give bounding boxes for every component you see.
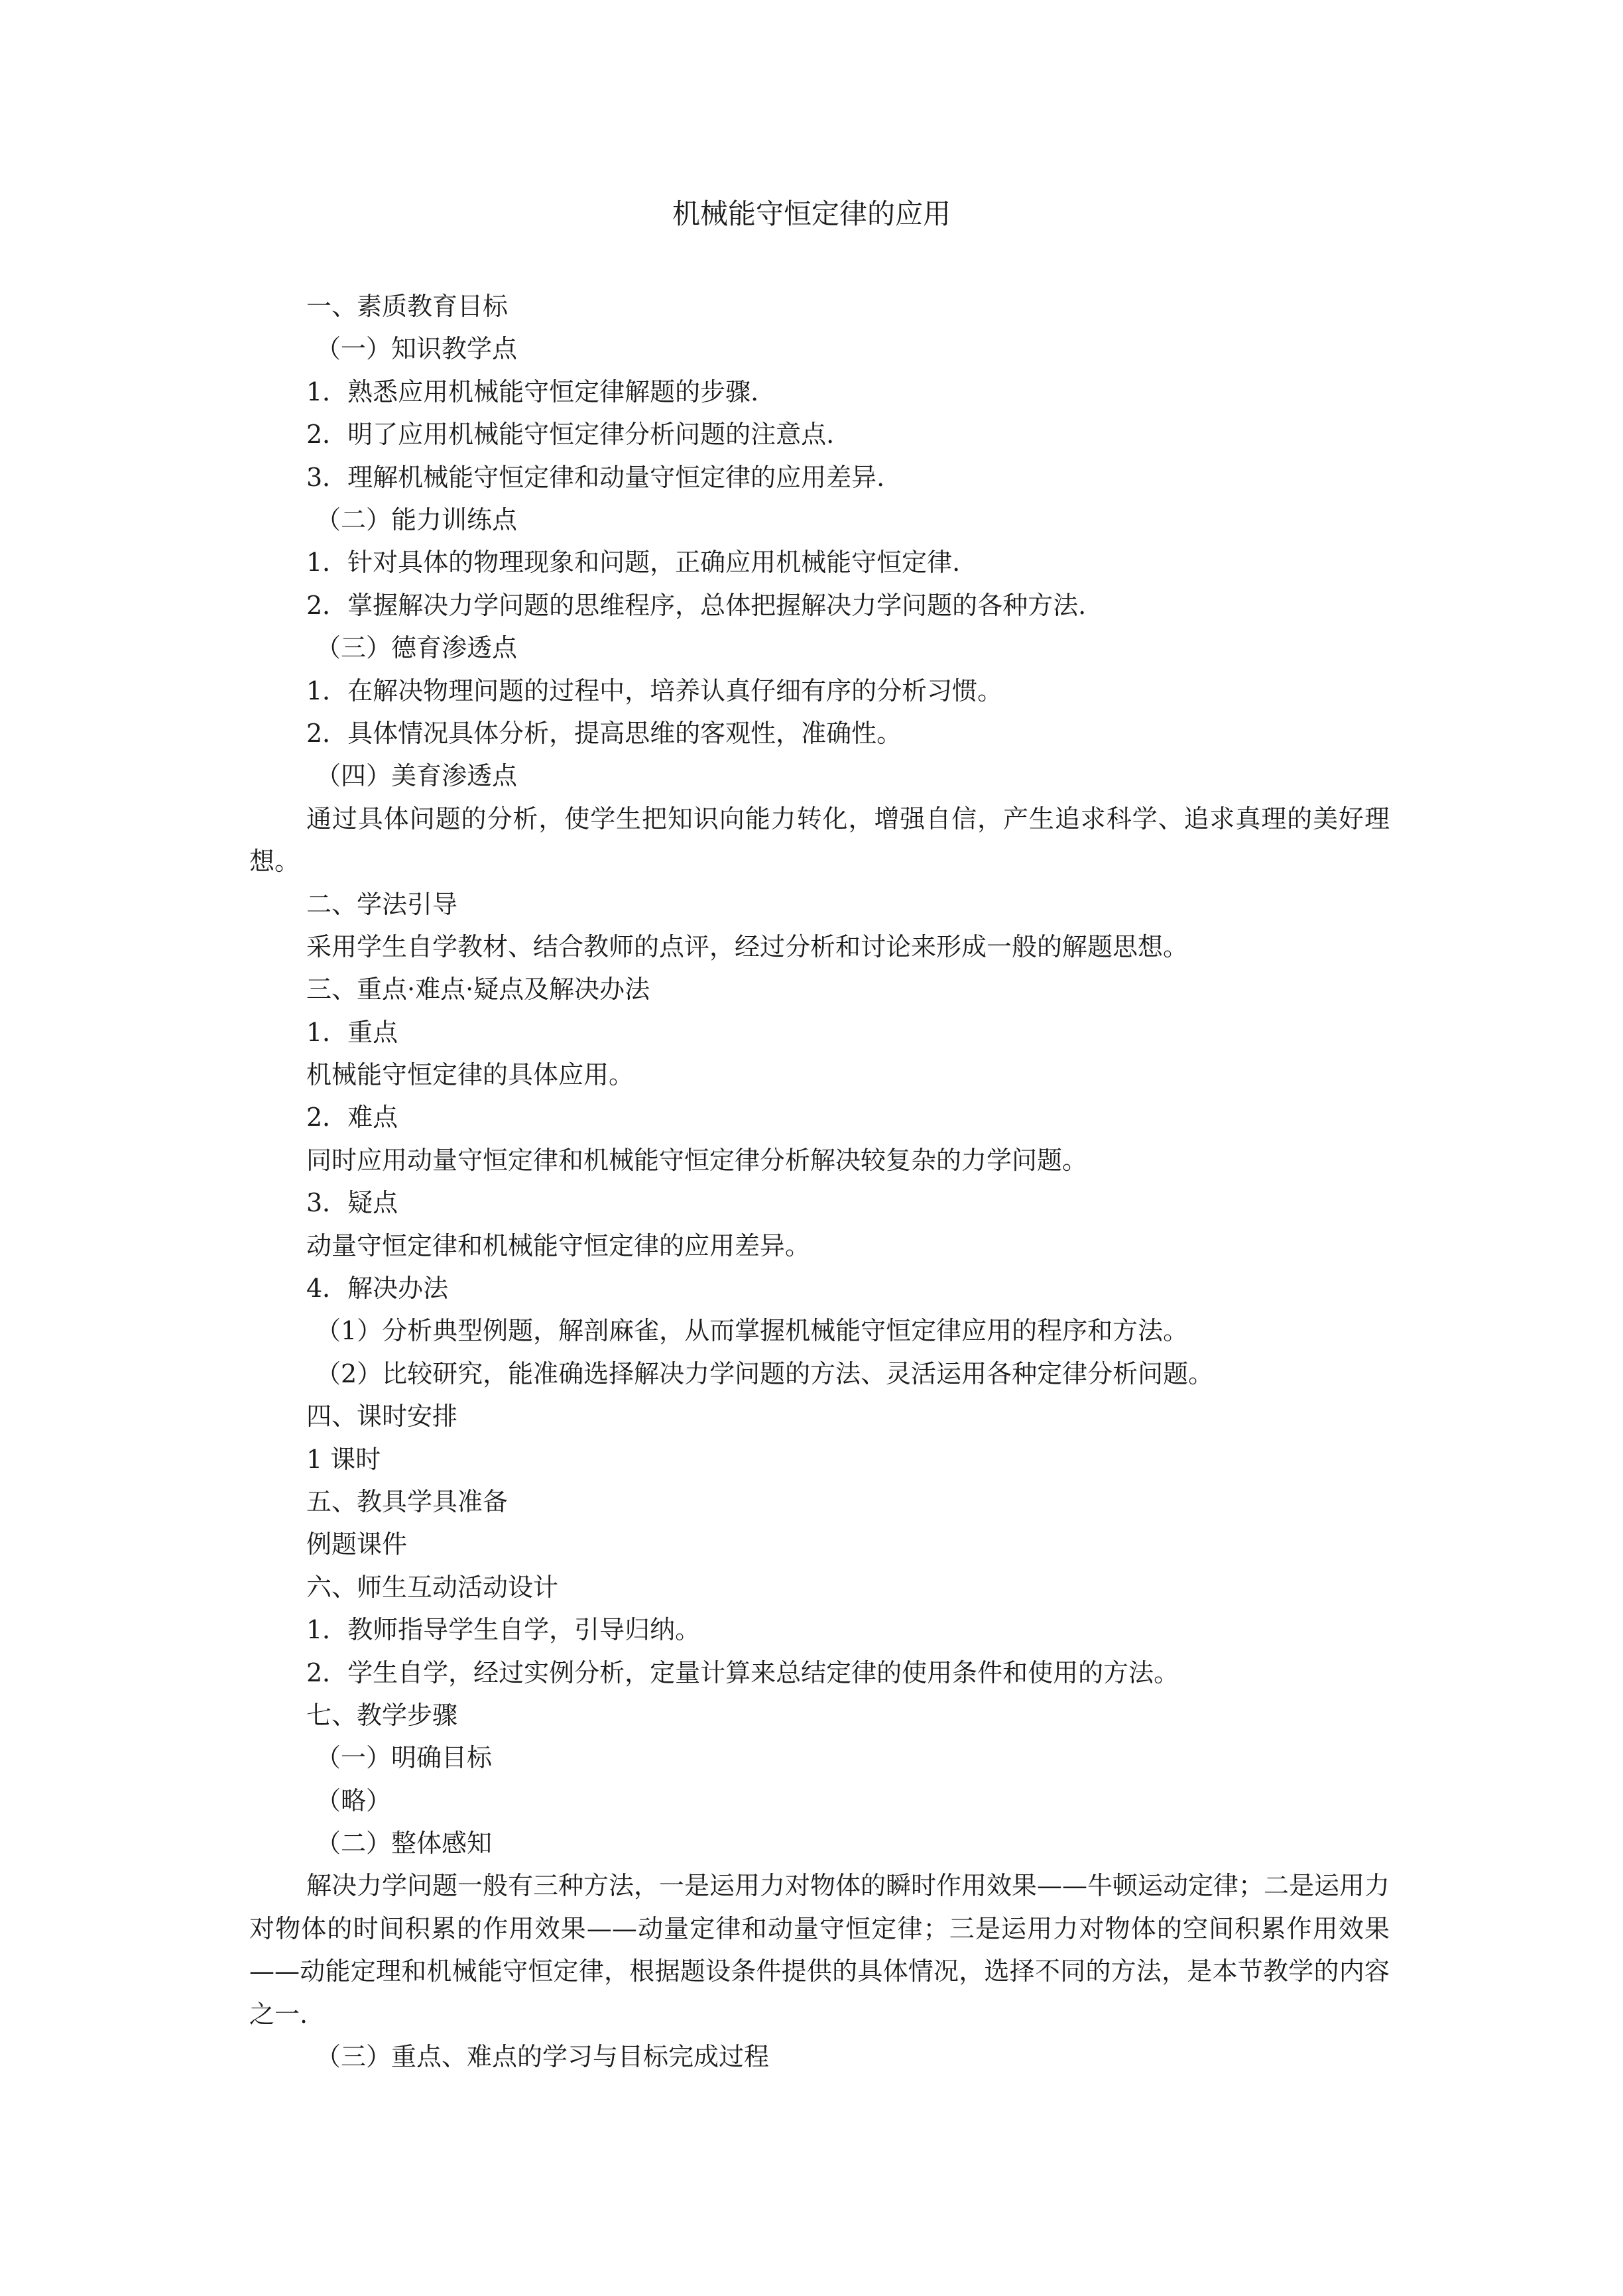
body-line: 2．学生自学，经过实例分析，定量计算来总结定律的使用条件和使用的方法。 bbox=[306, 1658, 1179, 1687]
body-paragraph: 通过具体问题的分析，使学生把知识向能力转化，增强自信，产生追求科学、追求真理的美好理想。 bbox=[249, 804, 1390, 876]
subheading-line: （略） bbox=[316, 1785, 392, 1815]
body-line: 2．明了应用机械能守恒定律分析问题的注意点. bbox=[306, 420, 835, 450]
body-line: 同时应用动量守恒定律和机械能守恒定律分析解决较复杂的力学问题。 bbox=[306, 1145, 1088, 1175]
body-line: 七、教学步骤 bbox=[306, 1700, 458, 1730]
body-line: 三、重点·难点·疑点及解决办法 bbox=[306, 975, 650, 1004]
body-line: 例题课件 bbox=[306, 1530, 408, 1559]
body-line: 1．在解决物理问题的过程中，培养认真仔细有序的分析习惯。 bbox=[306, 676, 1003, 705]
body-line: 3．疑点 bbox=[306, 1188, 398, 1218]
subheading-line: （四）美育渗透点 bbox=[316, 761, 518, 791]
body-paragraph: 解决力学问题一般有三种方法，一是运用力对物体的瞬时作用效果——牛顿运动定律；二是运用力对物体的时间积累的作用效果——动量定律和动量守恒定律；三是运用力对物体的空间积累作用效果——动能定理和机械能守恒定律，根据题设条件提供的具体情况，选择不同的方法，是本节教学的内容之一. bbox=[249, 1871, 1390, 2029]
subheading-line: （2）比较研究，能准确选择解决力学问题的方法、灵活运用各种定律分析问题。 bbox=[316, 1359, 1214, 1388]
body-line: 机械能守恒定律的具体应用。 bbox=[306, 1060, 634, 1090]
document-title: 机械能守恒定律的应用 bbox=[672, 198, 951, 230]
body-line: 二、学法引导 bbox=[306, 889, 458, 919]
subheading-line: （三）重点、难点的学习与目标完成过程 bbox=[316, 2042, 770, 2072]
subheading-line: （一）知识教学点 bbox=[316, 334, 518, 364]
body-line: 1．针对具体的物理现象和问题，正确应用机械能守恒定律. bbox=[306, 548, 961, 577]
body-line: 1．教师指导学生自学，引导归纳。 bbox=[306, 1615, 701, 1645]
body-line: 2．掌握解决力学问题的思维程序，总体把握解决力学问题的各种方法. bbox=[306, 590, 1087, 620]
body-line: 1 课时 bbox=[306, 1444, 381, 1474]
subheading-line: （二）能力训练点 bbox=[316, 505, 518, 534]
body-line: 1．重点 bbox=[306, 1017, 398, 1047]
subheading-line: （1）分析典型例题，解剖麻雀，从而掌握机械能守恒定律应用的程序和方法。 bbox=[316, 1316, 1189, 1346]
body-line: 2．难点 bbox=[306, 1103, 398, 1132]
body-line: 五、教具学具准备 bbox=[306, 1486, 509, 1516]
body-line: 一、素质教育目标 bbox=[306, 292, 509, 321]
subheading-line: （二）整体感知 bbox=[316, 1829, 493, 1858]
body-line: 3．理解机械能守恒定律和动量守恒定律的应用差异. bbox=[306, 462, 885, 492]
body-line: 动量守恒定律和机械能守恒定律的应用差异。 bbox=[306, 1231, 811, 1260]
body-line: 采用学生自学教材、结合教师的点评，经过分析和讨论来形成一般的解题思想。 bbox=[306, 932, 1189, 961]
subheading-line: （三）德育渗透点 bbox=[316, 633, 518, 663]
body-line: 4．解决办法 bbox=[306, 1274, 449, 1303]
body-line: 六、师生互动活动设计 bbox=[306, 1572, 559, 1602]
document-body bbox=[249, 285, 1390, 2079]
subheading-line: （一）明确目标 bbox=[316, 1743, 493, 1773]
body-line: 四、课时安排 bbox=[306, 1402, 458, 1431]
body-line: 2．具体情况具体分析，提高思维的客观性，准确性。 bbox=[306, 718, 902, 748]
body-line: 1．熟悉应用机械能守恒定律解题的步骤. bbox=[306, 377, 759, 406]
